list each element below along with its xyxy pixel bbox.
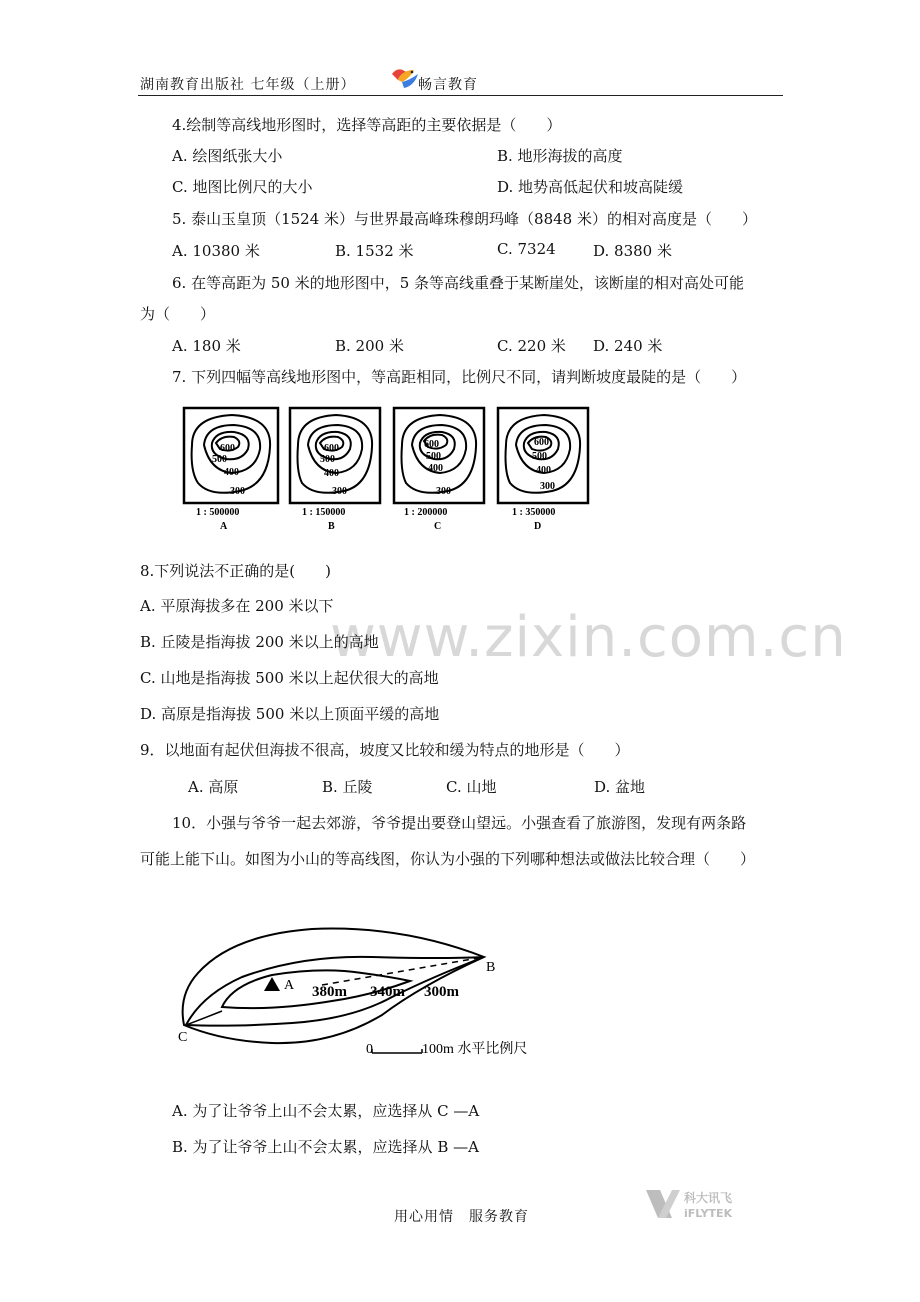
q5-option-a: A. 10380 米 — [172, 242, 260, 260]
q7-map-d-scale: 1 : 350000 — [512, 507, 556, 518]
q4-option-a: A. 绘图纸张大小 — [172, 147, 283, 165]
q7-map-a-contour-600: 600 — [220, 443, 235, 454]
q7-map-c — [394, 408, 484, 503]
q8-option-d: D. 高原是指海拔 500 米以上顶面平缓的高地 — [140, 705, 440, 723]
q6-option-c: C. 220 米 — [497, 337, 566, 355]
q7-map-d-contour-300: 300 — [540, 481, 555, 492]
q7-map-b-letter: B — [328, 521, 335, 532]
q10-peak-label: A — [284, 978, 295, 993]
q7-stem: 7. 下列四幅等高线地形图中，等高距相同，比例尺不同，请判断坡度最陡的是（ ） — [172, 368, 747, 386]
q10-path-c — [186, 1011, 222, 1025]
q10-contour-label-340: 340m — [370, 984, 405, 1000]
q10-stem-line2: 可能上能下山。如图为小山的等高线图，你认为小强的下列哪种想法或做法比较合理（ ） — [140, 850, 756, 868]
q7-map-c-contour-300: 300 — [436, 486, 451, 497]
q10-contour-label-380: 380m — [312, 984, 347, 1000]
svg-text:iFLYTEK: iFLYTEK — [684, 1207, 733, 1220]
q7-map-b-contour-500: 500 — [320, 454, 335, 465]
q7-contour-maps-figure — [182, 405, 602, 535]
q7-map-b-contour-400: 400 — [324, 468, 339, 479]
q7-map-d-contour-500: 500 — [532, 451, 547, 462]
q5-option-c: C. 7324 — [497, 240, 556, 258]
q5-stem: 5. 泰山玉皇顶（1524 米）与世界最高峰珠穆朗玛峰（8848 米）的相对高度是（ ） — [172, 210, 757, 228]
q6-stem-line1: 6. 在等高距为 50 米的地形图中，5 条等高线重叠于某断崖处，该断崖的相对高处可能 — [172, 274, 745, 292]
q7-map-d — [498, 408, 588, 503]
q9-option-c: C. 山地 — [446, 778, 497, 796]
svg-text:科大讯飞: 科大讯飞 — [684, 1191, 733, 1205]
q7-map-d-contour-400: 400 — [536, 465, 551, 476]
q8-option-a: A. 平原海拔多在 200 米以下 — [140, 597, 334, 615]
q7-map-c-contour-500: 500 — [426, 451, 441, 462]
changyan-bird-logo-icon — [388, 64, 420, 92]
q6-stem-line2: 为（ ） — [140, 305, 216, 323]
q9-option-a: A. 高原 — [188, 778, 239, 796]
q7-map-a-letter: A — [220, 521, 228, 532]
q10-scale-label: 100m 水平比例尺 — [422, 1042, 528, 1057]
q7-map-c-contour-400: 400 — [428, 463, 443, 474]
q9-option-d: D. 盆地 — [594, 778, 646, 796]
q4-option-c: C. 地图比例尺的大小 — [172, 178, 313, 196]
q7-map-b-contour-300: 300 — [332, 486, 347, 497]
q7-map-a-contour-400: 400 — [224, 467, 239, 478]
q9-stem: 9．以地面有起伏但海拔不很高，坡度又比较和缓为特点的地形是（ ） — [140, 741, 630, 759]
q10-stem-line1: 10．小强与爷爷一起去郊游，爷爷提出要登山望远。小强查看了旅游图，发现有两条路 — [172, 814, 747, 832]
q4-option-b: B. 地形海拔的高度 — [497, 147, 623, 165]
q6-option-d: D. 240 米 — [593, 337, 663, 355]
q7-map-b-scale: 1 : 150000 — [302, 507, 346, 518]
iflytek-logo-icon — [642, 1186, 752, 1222]
q7-map-a-scale: 1 : 500000 — [196, 507, 240, 518]
q6-option-a: A. 180 米 — [172, 337, 241, 355]
q4-option-d: D. 地势高低起伏和坡高陡缓 — [497, 178, 684, 196]
q10-option-b: B. 为了让爷爷上山不会太累，应选择从 B —A — [172, 1138, 479, 1156]
q10-hill-contour-figure — [172, 915, 582, 1065]
q8-stem: 8.下列说法不正确的是( ) — [140, 562, 332, 580]
header-publisher: 湖南教育出版社 七年级（上册） — [140, 77, 356, 93]
q4-stem: 4.绘制等高线地形图时，选择等高距的主要依据是（ ） — [172, 116, 562, 134]
q7-map-c-scale: 1 : 200000 — [404, 507, 448, 518]
q5-option-d: D. 8380 米 — [593, 242, 672, 260]
q10-contour-label-300: 300m — [424, 984, 459, 1000]
q10-point-b-label: B — [486, 960, 496, 975]
q10-scale-zero: 0 — [366, 1042, 373, 1057]
q8-option-c: C. 山地是指海拔 500 米以上起伏很大的高地 — [140, 669, 439, 687]
q7-map-c-contour-600: 600 — [424, 439, 439, 450]
q6-option-b: B. 200 米 — [335, 337, 404, 355]
q7-map-d-contour-600: 600 — [534, 437, 549, 448]
watermark: www.zixin.com.cn — [330, 605, 847, 670]
q7-map-d-letter: D — [534, 521, 542, 532]
q7-map-b — [290, 408, 380, 503]
q8-option-b: B. 丘陵是指海拔 200 米以上的高地 — [140, 633, 379, 651]
q10-peak-triangle-icon — [264, 977, 280, 991]
q7-map-a-contour-300: 300 — [230, 486, 245, 497]
q9-option-b: B. 丘陵 — [322, 778, 373, 796]
q7-map-a-contour-500: 500 — [212, 454, 227, 465]
header-brand: 畅言教育 — [418, 77, 478, 93]
q7-map-c-letter: C — [434, 521, 442, 532]
footer-slogan: 用心用情 服务教育 — [394, 1209, 529, 1225]
header-divider — [138, 95, 783, 96]
q10-option-a: A. 为了让爷爷上山不会太累，应选择从 C —A — [172, 1102, 480, 1120]
q5-option-b: B. 1532 米 — [335, 242, 414, 260]
q7-map-b-contour-600: 600 — [324, 443, 339, 454]
q7-map-a — [184, 408, 278, 503]
q10-point-c-label: C — [178, 1030, 188, 1045]
